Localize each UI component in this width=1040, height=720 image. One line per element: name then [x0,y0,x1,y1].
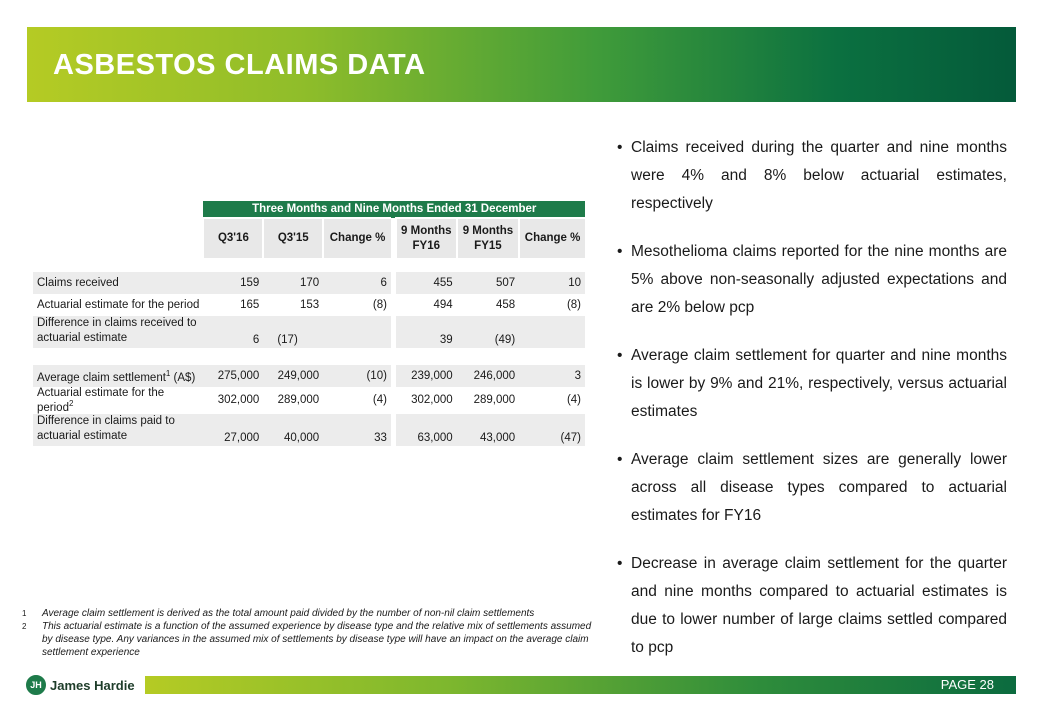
table-row [33,316,585,348]
table-cell: 3 [519,365,585,387]
table-cell: 170 [263,272,323,294]
footnote-number: 1 [22,609,27,618]
table-cell: 455 [396,272,457,294]
table-cell: 39 [396,316,457,348]
page-number: PAGE 28 [940,677,994,692]
table-cell: 458 [457,294,519,316]
table-cell: (10) [323,365,391,387]
footnote-text: This actuarial estimate is a function of the assumed experience by disease type and the relative mix of settlements assumed by disease type. Any variances in the assumed mix of settlements by disease type will have an impact on the average claim settlement experience [42,621,592,658]
table-cell: (17) [263,316,323,348]
table-row [33,365,585,387]
bullet-item: • Claims received during the quarter and nine months were 4% and 8% below actuarial estimates, respectively [617,134,1007,218]
table-cell [323,316,391,348]
table-cell: 27,000 [203,414,263,446]
column-header: Q3'16 [203,218,263,258]
table-cell: 249,000 [263,365,323,387]
footnote [22,607,602,620]
bullet-item: • Decrease in average claim settlement for the quarter and nine months compared to actuarial estimates is due to lower number of large claims settled compared to pcp [617,550,1007,662]
title-banner [27,27,1016,102]
table-cell: 6 [323,272,391,294]
table-cell: 33 [323,414,391,446]
row-label: Actuarial estimate for the period [33,294,203,316]
table-cell: 507 [457,272,519,294]
table-cell: (49) [457,316,519,348]
table-cell: 239,000 [396,365,457,387]
table-cell: 302,000 [396,387,457,414]
logo-mark-icon: JH [26,675,46,695]
logo-text: James Hardie [50,677,135,693]
table-cell: 289,000 [263,387,323,414]
claims-table [33,201,585,446]
row-label: Average claim settlement$^1$ (A$) [33,365,203,387]
table-cell: 10 [519,272,585,294]
column-header: Change % [323,218,391,258]
table-cell: 153 [263,294,323,316]
bullet-list [617,134,1007,682]
bullet-item: • Average claim settlement for quarter and nine months is lower by 9% and 21%, respectively, versus actuarial estimates [617,342,1007,426]
table-cell: 289,000 [457,387,519,414]
table-row [33,387,585,414]
column-header: 9 Months FY15 [457,218,519,258]
row-label: Actuarial estimate for the period$^2$ [33,387,203,414]
table-cell: 43,000 [457,414,519,446]
table-row [33,272,585,294]
table-cell [519,316,585,348]
table-cell: 159 [203,272,263,294]
table-cell: 63,000 [396,414,457,446]
table-cell: 494 [396,294,457,316]
bullet-item: • Average claim settlement sizes are generally lower across all disease types compared to actuarial estimates for FY16 [617,446,1007,530]
row-label: Claims received [33,272,203,294]
row-label: Difference in claims received to actuarial estimate [33,316,203,348]
footnote-text: Average claim settlement is derived as the total amount paid divided by the number of non-nil claim settlements [42,608,535,619]
column-header: Q3'15 [263,218,323,258]
bullet-item: • Mesothelioma claims reported for the nine months are 5% above non-seasonally adjusted expectations and are 2% below pcp [617,238,1007,322]
column-header: Change % [519,218,585,258]
table-cell: (8) [323,294,391,316]
footer-bar [145,676,1016,694]
company-logo [26,675,135,695]
page-title: ASBESTOS CLAIMS DATA [53,49,426,81]
table-cell: 165 [203,294,263,316]
table-cell: (47) [519,414,585,446]
table-cell: (4) [519,387,585,414]
table-cell: 40,000 [263,414,323,446]
table-row [33,294,585,316]
table-cell: 302,000 [203,387,263,414]
table-group-header: Three Months and Nine Months Ended 31 December [203,201,585,218]
table-cell: (8) [519,294,585,316]
row-label: Difference in claims paid to actuarial estimate [33,414,203,446]
table-cell: 246,000 [457,365,519,387]
table-row [33,414,585,446]
footnote-number: 2 [22,622,27,631]
footnotes [22,607,602,659]
column-header: 9 Months FY16 [396,218,457,258]
table-cell: (4) [323,387,391,414]
table-cell: 275,000 [203,365,263,387]
footnote [22,620,602,659]
table-cell: 6 [203,316,263,348]
